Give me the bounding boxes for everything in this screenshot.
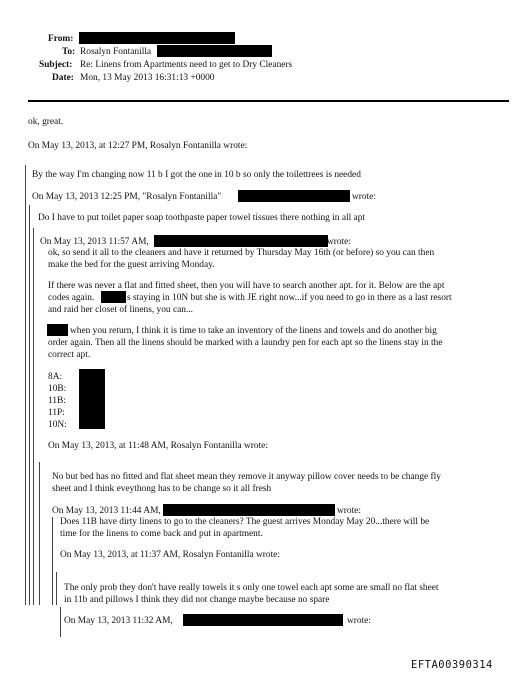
- message-1: By the way I'm changing now 11 b I got the one in 10 b so only the toilettrees is needed: [32, 170, 361, 180]
- attribution-1: On May 13, 2013, at 12:27 PM, Rosalyn Fontanilla wrote:: [28, 141, 248, 151]
- message-3-p3-line-1: when you return, I think it is time to take an inventory of the linens and towels and do another big: [70, 326, 437, 336]
- redacted-codes: [79, 369, 105, 429]
- attribution-3: On May 13, 2013 11:57 AM,: [40, 237, 149, 247]
- message-2: Do I have to put toilet paper soap toothpaste paper towel tissues there nothing in all apt: [38, 213, 366, 223]
- message-3-p2-line-2a: codes again.: [48, 293, 95, 303]
- subject-value: Re: Linens from Apartments need to get to Dry Cleaners: [80, 60, 293, 70]
- to-value: Rosalyn Fontanilla: [80, 47, 152, 57]
- quote-bar-2: [29, 205, 30, 605]
- redacted-sender-2: [238, 190, 350, 202]
- message-4-line-2: sheet and I think eveythong has to be change so it all fresh: [52, 484, 272, 494]
- message-3-p2-line-1: If there was never a flat and fitted sheet, then you will have to search another apt. for it. Below are the apt: [48, 281, 445, 291]
- quote-bar-3: [33, 228, 34, 605]
- subject-label: Subject:: [39, 60, 73, 70]
- redacted-sender-3: [154, 235, 328, 247]
- header-divider: [28, 100, 509, 102]
- code-label-11p: 11P:: [48, 408, 65, 418]
- attribution-3-wrote: wrote:: [327, 237, 351, 247]
- message-3-p3-line-3: correct apt.: [48, 350, 91, 360]
- message-5-line-1: Does 11B have dirty linens to go to the cleaners? The guest arrives Monday May 20...there will be: [60, 517, 430, 527]
- message-4-line-1: No but bed has no fitted and flat sheet mean they remove it anyway pillow cover needs to be change fly: [52, 472, 441, 482]
- quote-bar-6: [56, 572, 57, 605]
- attribution-5: On May 13, 2013 11:44 AM,: [52, 506, 161, 516]
- redacted-name-1: [101, 291, 126, 303]
- attribution-5-wrote: wrote:: [337, 506, 361, 516]
- redacted-from: [79, 32, 235, 44]
- message-3-p2-line-2b: s staying in 10N but she is with JE right now...if you need to go in there as a last resort: [127, 293, 452, 303]
- attribution-2-wrote: wrote:: [352, 192, 376, 202]
- quote-bar-1: [25, 165, 26, 605]
- to-label: To:: [62, 47, 76, 57]
- reply-text: ok, great.: [28, 117, 64, 127]
- document-id: EFTA00390314: [411, 659, 493, 671]
- message-3-p2-line-3: and raid her closet of linens, you can...: [48, 305, 194, 315]
- code-label-8a: 8A:: [48, 372, 63, 382]
- message-3-p3-line-2: order again. Then all the linens should be marked with a laundry pen for each apt so the linens stay in the: [48, 338, 443, 348]
- quote-bar-4: [39, 462, 40, 605]
- attribution-2: On May 13, 2013 12:25 PM, "Rosalyn Fontanilla": [32, 192, 222, 202]
- date-value: Mon, 13 May 2013 16:31:13 +0000: [80, 73, 215, 83]
- redacted-sender-7: [183, 614, 343, 626]
- attribution-6: On May 13, 2013, at 11:37 AM, Rosalyn Fontanilla wrote:: [60, 550, 280, 560]
- quote-bar-5: [52, 517, 53, 605]
- date-label: Date:: [52, 73, 74, 83]
- quote-bar-7: [60, 607, 61, 637]
- message-3-line-2: make the bed for the guest arriving Monday.: [48, 260, 215, 270]
- from-label: From:: [48, 34, 74, 44]
- redacted-name-2: [47, 324, 68, 336]
- message-6-line-1: The only prob they don't have really towels it s only one towel each apt some are small no flat sheet: [64, 583, 439, 593]
- attribution-7-wrote: wrote:: [347, 616, 371, 626]
- code-label-10n: 10N:: [48, 420, 67, 430]
- attribution-4: On May 13, 2013, at 11:48 AM, Rosalyn Fontanilla wrote:: [48, 441, 268, 451]
- message-6-line-2: in 11b and pillows I think they did not change maybe because no spare: [64, 595, 330, 605]
- attribution-7: On May 13, 2013 11:32 AM,: [64, 616, 173, 626]
- message-3-line-1: ok, so send it all to the cleaners and have it returned by Thursday May 16th (or before) so you can then: [48, 248, 435, 258]
- redacted-sender-5: [163, 504, 335, 516]
- message-5-line-2: time for the linens to come back and put in apartment.: [60, 529, 263, 539]
- code-label-10b: 10B:: [48, 384, 67, 394]
- code-label-11b: 11B:: [48, 396, 66, 406]
- redacted-to-email: [157, 45, 272, 57]
